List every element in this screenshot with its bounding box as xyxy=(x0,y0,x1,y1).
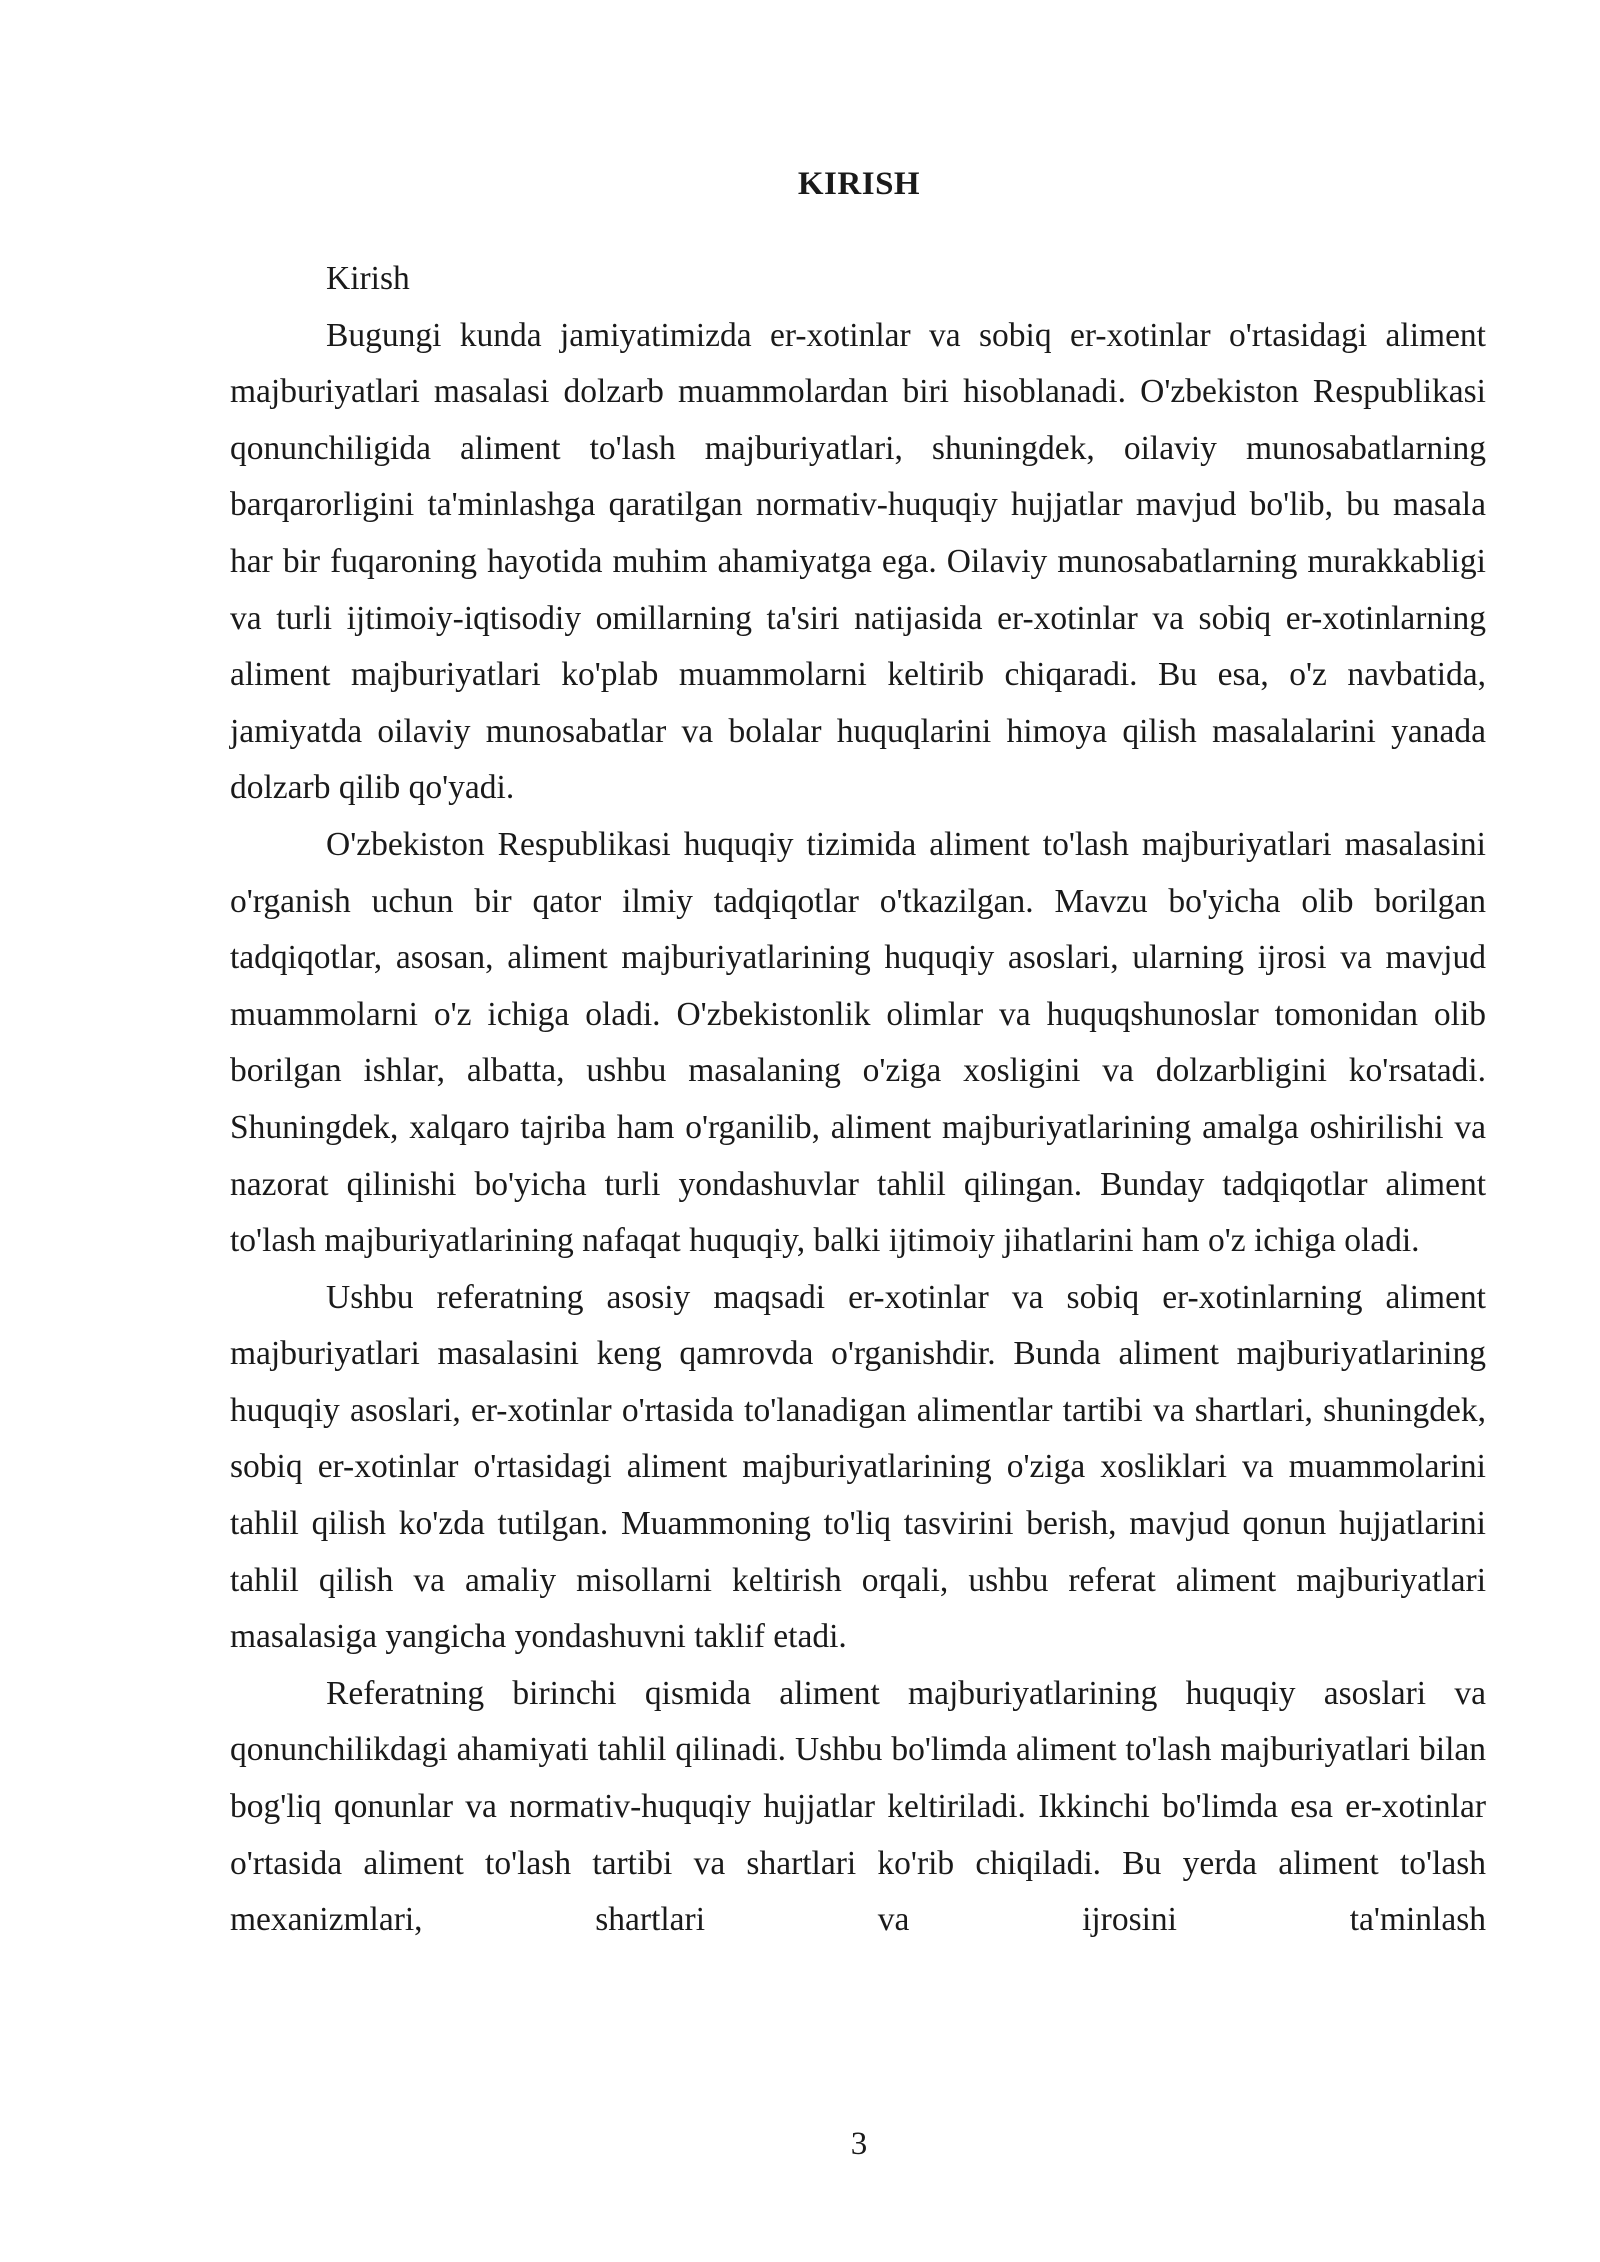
paragraph-2: O'zbekiston Respublikasi huquqiy tizimida aliment to'lash majburiyatlari masalasini o'rganish uchun bir qator ilmiy tadqiqotlar o'tkazilgan. Mavzu bo'yicha olib borilgan tadqiqotlar, asosan, aliment majburiyatlarining huquqiy asoslari, ularning ijrosi va mavjud muammolarni o'z ichiga oladi. O'zbekistonlik olimlar va huquqshunoslar tomonidan olib borilgan ishlar, albatta, ushbu masalaning o'ziga xosligini va dolzarbligini ko'rsatadi. Shuningdek, xalqaro tajriba ham o'rganilib, aliment majburiyatlarining amalga oshirilishi va nazorat qilinishi bo'yicha turli yondashuvlar tahlil qilingan. Bunday tadqiqotlar aliment to'lash majburiyatlarining nafaqat huquqiy, balki ijtimoiy jihatlarini ham o'z ichiga oladi. xyxy=(230,825,1486,1260)
document-body xyxy=(230,251,1486,1949)
paragraph-4: Referatning birinchi qismida aliment majburiyatlarining huquqiy asoslari va qonunchilikdagi ahamiyati tahlil qilinadi. Ushbu bo'limda aliment to'lash majburiyatlari bilan bog'liq qonunlar va normativ-huquqiy hujjatlar keltiriladi. Ikkinchi bo'limda esa er-xotinlar o'rtasida aliment to'lash tartibi va shartlari ko'rib chiqiladi. Bu yerda aliment to'lash mexanizmlari, shartlari va ijrosini ta'minlash xyxy=(230,1674,1486,1939)
paragraph-3: Ushbu referatning asosiy maqsadi er-xotinlar va sobiq er-xotinlarning aliment majburiyatlari masalasini keng qamrovda o'rganishdir. Bunda aliment majburiyatlarining huquqiy asoslari, er-xotinlar o'rtasida to'lanadigan alimentlar tartibi va shartlari, shuningdek, sobiq er-xotinlar o'rtasidagi aliment majburiyatlarining o'ziga xosliklari va muammolarini tahlil qilish ko'zda tutilgan. Muammoning to'liq tasvirini berish, mavjud qonun hujjatlarini tahlil qilish va amaliy misollarni keltirish orqali, ushbu referat aliment majburiyatlari masalasiga yangicha yondashuvni taklif etadi. xyxy=(230,1278,1486,1656)
paragraph-1: Bugungi kunda jamiyatimizda er-xotinlar va sobiq er-xotinlar o'rtasidagi aliment majburiyatlari masalasi dolzarb muammolardan biri hisoblanadi. O'zbekiston Respublikasi qonunchiligida aliment to'lash majburiyatlari, shuningdek, oilaviy munosabatlarning barqarorligini ta'minlashga qaratilgan normativ-huquqiy hujjatlar mavjud bo'lib, bu masala har bir fuqaroning hayotida muhim ahamiyatga ega. Oilaviy munosabatlarning murakkabligi va turli ijtimoiy-iqtisodiy omillarning ta'siri natijasida er-xotinlar va sobiq er-xotinlarning aliment majburiyatlari ko'plab muammolarni keltirib chiqaradi. Bu esa, o'z navbatida, jamiyatda oilaviy munosabatlar va bolalar huquqlarini himoya qilish masalalarini yanada dolzarb qilib qo'yadi. xyxy=(230,316,1486,807)
section-subheading: Kirish xyxy=(326,260,410,297)
page-title: KIRISH xyxy=(797,166,921,202)
page-number: 3 xyxy=(850,2126,868,2162)
